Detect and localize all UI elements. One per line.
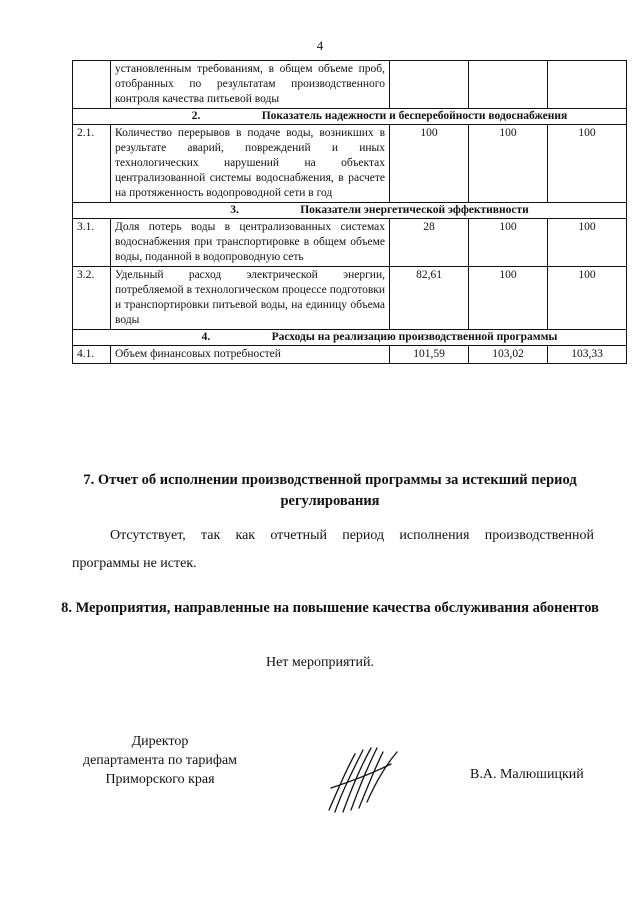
value-cell: 100 [548, 125, 627, 203]
section7-text-content: Отсутствует, так как отчетный период исполнения производственной программы не истек. [72, 528, 594, 571]
value-cell [548, 61, 627, 109]
section-header-row [73, 109, 627, 125]
section8-text: Нет мероприятий. [265, 655, 375, 670]
section-title: Показатель надежности и бесперебойности водоснабжения [261, 110, 568, 122]
position-line: Директор [131, 734, 189, 749]
position-line: департамента по тарифам [82, 753, 238, 768]
section-title: Расходы на реализацию производственной программы [271, 331, 558, 343]
section-header-row [73, 203, 627, 219]
table-row [73, 267, 627, 330]
section-number: 3. [230, 204, 239, 216]
value-cell: 100 [469, 219, 548, 267]
value-cell: 103,02 [469, 346, 548, 364]
value-cell: 100 [548, 219, 627, 267]
signatory-name: В.А. Малюшицкий [470, 767, 584, 782]
page-number: 4 [316, 38, 324, 53]
position-line: Приморского края [105, 772, 215, 787]
value-cell: 28 [390, 219, 469, 267]
row-description: Объем финансовых потребностей [111, 346, 390, 364]
program-indicators-table [72, 60, 627, 364]
table-row [73, 61, 627, 109]
value-cell: 82,61 [390, 267, 469, 330]
value-cell: 100 [548, 267, 627, 330]
row-description: Удельный расход электрической энергии, потребляемой в технологическом процессе подготовки и транспортировки питьевой воды, на единицу объема воды [111, 267, 390, 330]
row-description: установленным требованиям, в общем объеме проб, отобранных по результатам производственного контроля качества питьевой воды [111, 61, 390, 109]
row-description: Доля потерь воды в централизованных системах водоснабжения при транспортировке в общем объеме воды, поданной в водопроводную сеть [111, 219, 390, 267]
row-description: Количество перерывов в подаче воды, возникших в результате аварий, повреждений и иных технологических нарушений на объектах централизованной системы водоснабжения, в расчете на протяженность водопроводной сети в год [111, 125, 390, 203]
section-header [73, 203, 627, 219]
row-number: 2.1. [73, 125, 111, 203]
value-cell: 101,59 [390, 346, 469, 364]
value-cell: 103,33 [548, 346, 627, 364]
handwritten-signature [325, 742, 405, 817]
row-number: 3.1. [73, 219, 111, 267]
section-number: 4. [201, 331, 211, 343]
section-header [73, 330, 627, 346]
value-cell [390, 61, 469, 109]
section7-text [72, 522, 594, 578]
section8-heading: 8. Мероприятия, направленные на повышение качества обслуживания абонентов [61, 600, 599, 616]
value-cell [469, 61, 548, 109]
section7-heading: 7. Отчет об исполнении производственной программы за истекший период регулирования [83, 472, 577, 509]
signatory-position [60, 732, 260, 789]
value-cell: 100 [469, 267, 548, 330]
table-row [73, 125, 627, 203]
value-cell: 100 [469, 125, 548, 203]
section-header [73, 109, 627, 125]
value-cell: 100 [390, 125, 469, 203]
row-number: 3.2. [73, 267, 111, 330]
section-header-row [73, 330, 627, 346]
row-number: 4.1. [73, 346, 111, 364]
section-title: Показатели энергетической эффективности [300, 204, 529, 216]
section-number: 2. [191, 110, 201, 122]
row-number-cell [73, 61, 111, 109]
table-row [73, 219, 627, 267]
table-row [73, 346, 627, 364]
